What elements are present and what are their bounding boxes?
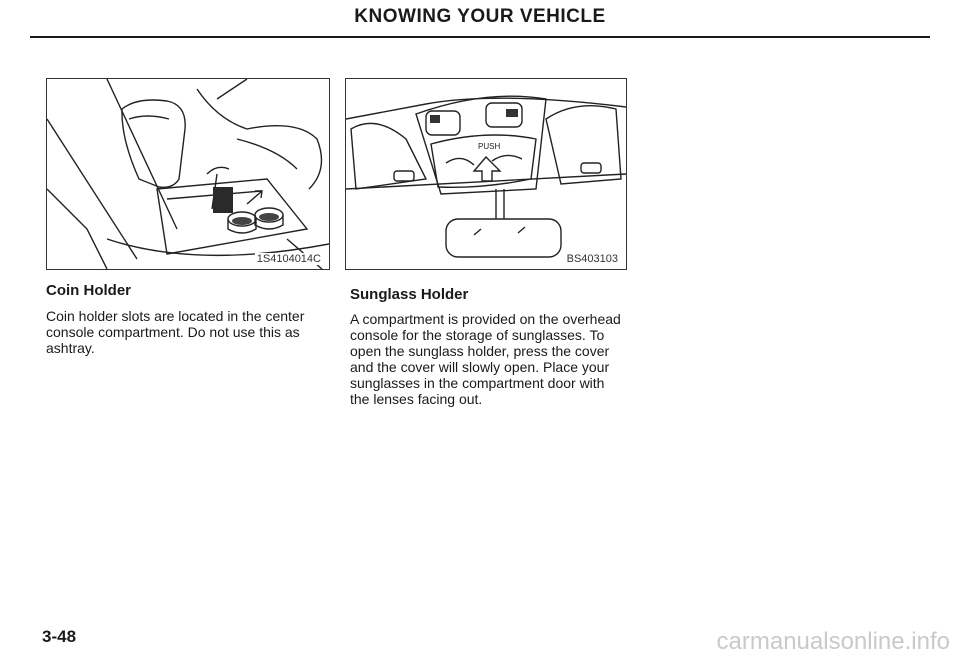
push-label: PUSH xyxy=(478,142,501,151)
sunglass-holder-heading: Sunglass Holder xyxy=(350,286,469,303)
coin-holder-body: Coin holder slots are located in the center console compartment. Do not use this as ashtray. xyxy=(46,308,305,356)
figure-code: 1S4104014C xyxy=(256,253,321,265)
header-rule xyxy=(30,36,930,38)
coin-holder-heading: Coin Holder xyxy=(46,282,131,299)
sunglass-holder-illustration xyxy=(345,78,627,270)
page-header-title: KNOWING YOUR VEHICLE xyxy=(354,6,606,27)
push-arrow-icon xyxy=(474,157,500,181)
figure-code: BS403103 xyxy=(566,253,618,265)
sunglass-holder-body: A compartment is provided on the overhead console for the storage of sunglasses. To open the sunglass holder, press the cover and the cover will slowly open. Place your sunglasses in the compartment door with the lenses facing out. xyxy=(350,311,621,407)
overhead-console-drawing xyxy=(346,79,626,269)
page-number: 3-48 xyxy=(42,627,77,646)
center-console-drawing xyxy=(47,79,329,269)
coin-holder-illustration xyxy=(46,78,330,270)
watermark: carmanualsonline.info xyxy=(716,628,950,655)
